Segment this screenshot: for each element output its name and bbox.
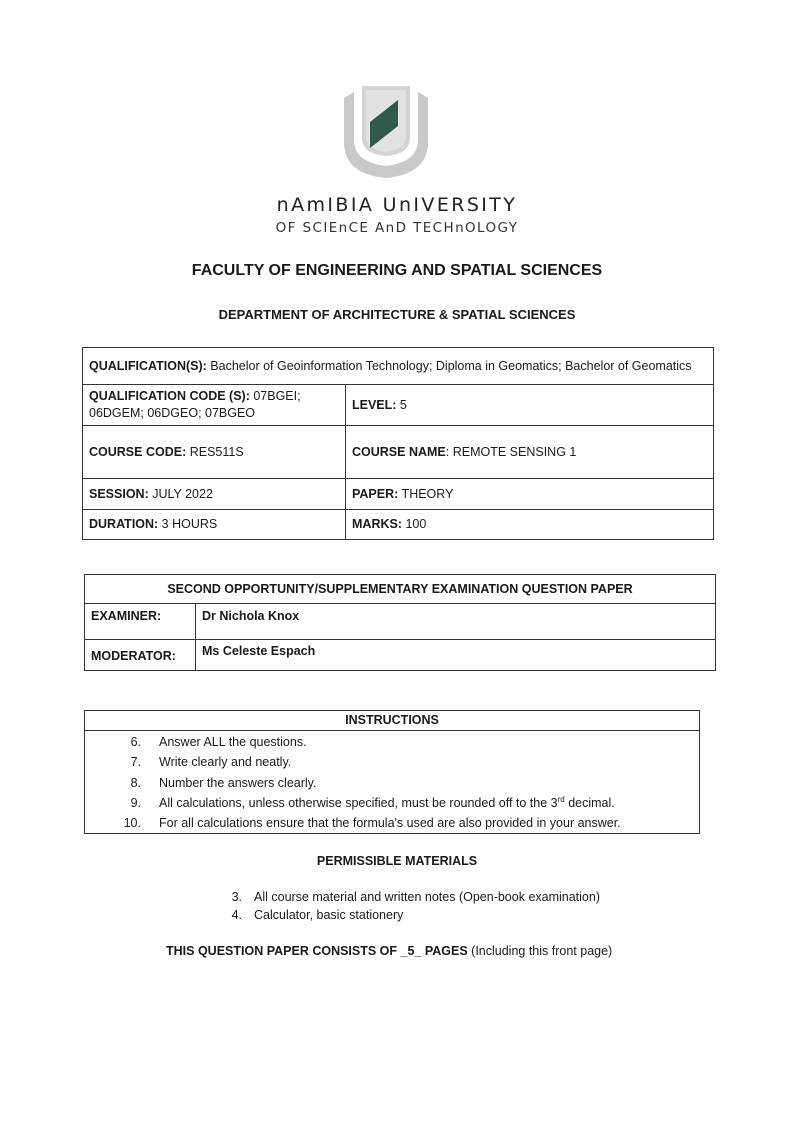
qualification-code-label: QUALIFICATION CODE (S): (89, 389, 250, 403)
session-cell (83, 479, 346, 510)
examiner-name: Dr Nichola Knox (196, 604, 716, 640)
course-details-table (82, 347, 714, 540)
level-cell (346, 385, 714, 426)
instruction-text-main: All calculations, unless otherwise specified, must be rounded off to the 3 (159, 795, 558, 810)
permissible-text: Calculator, basic stationery (254, 908, 404, 922)
paper-value: THEORY (398, 486, 454, 501)
instruction-item (85, 773, 699, 793)
qualification-code-value: 07BGEI; 06DGEM; 06DGEO; 07BGEO (89, 389, 301, 420)
marks-cell (346, 510, 714, 540)
university-shield-icon (340, 78, 432, 180)
session-label: SESSION: (89, 486, 149, 501)
qualification-cell (83, 348, 714, 385)
examination-table (84, 574, 716, 671)
instruction-number: 7. (130, 755, 141, 770)
marks-label: MARKS: (352, 517, 402, 531)
instruction-text: Answer ALL the questions. (159, 735, 307, 749)
university-logo (340, 78, 432, 180)
duration-label: DURATION: (89, 517, 159, 531)
qualification-label: QUALIFICATION(S): (89, 358, 207, 373)
faculty-heading: FACULTY OF ENGINEERING AND SPATIAL SCIENCES (191, 262, 603, 279)
course-code-value: RES511S (186, 444, 244, 459)
page-count-note-text: (Including this front page) (467, 944, 613, 958)
page-count-bold: THIS QUESTION PAPER CONSISTS OF _5_ PAGES (166, 944, 468, 958)
examination-title: SECOND OPPORTUNITY/SUPPLEMENTARY EXAMINATION QUESTION PAPER (85, 575, 716, 604)
permissible-number: 3. (231, 890, 242, 904)
course-name-value: : REMOTE SENSING 1 (445, 444, 577, 459)
marks-value: 100 (402, 517, 427, 531)
course-name-cell (346, 426, 714, 479)
duration-value: 3 HOURS (158, 517, 218, 531)
instruction-text: Write clearly and neatly. (159, 755, 292, 770)
level-value: 5 (396, 397, 407, 412)
moderator-name: Ms Celeste Espach (196, 640, 716, 671)
qualification-code-cell (83, 385, 346, 426)
university-subtitle: OF SCIEnCE AnD TECHnOLOGY (275, 220, 519, 236)
examiner-label: EXAMINER: (85, 604, 196, 640)
instruction-item (85, 813, 699, 833)
paper-cell (346, 479, 714, 510)
permissible-number: 4. (231, 908, 242, 922)
instruction-number: 10. (123, 816, 141, 831)
instructions-box (84, 710, 700, 834)
instruction-item (85, 793, 699, 813)
ordinal-suffix: rd (557, 794, 565, 804)
instruction-number: 9. (130, 795, 141, 810)
paper-label: PAPER: (352, 486, 399, 501)
instruction-text-end: decimal. (564, 795, 615, 810)
department-heading: DEPARTMENT OF ARCHITECTURE & SPATIAL SCIENCES (218, 307, 576, 322)
instructions-list (85, 732, 699, 833)
level-label: LEVEL: (352, 397, 397, 412)
duration-cell (83, 510, 346, 540)
session-value: JULY 2022 (148, 486, 213, 501)
permissible-materials-title: PERMISSIBLE MATERIALS (316, 854, 478, 868)
instruction-text: Number the answers clearly. (159, 775, 317, 790)
instruction-item (85, 752, 699, 772)
instruction-text (159, 793, 615, 813)
course-name-label: COURSE NAME (352, 444, 446, 459)
instruction-text: For all calculations ensure that the formula's used are also provided in your answer. (159, 816, 621, 831)
page-count-note (166, 944, 612, 958)
course-code-label: COURSE CODE: (89, 444, 187, 459)
instruction-item (85, 732, 699, 752)
instructions-title: INSTRUCTIONS (85, 711, 699, 731)
moderator-label: MODERATOR: (85, 640, 196, 671)
permissible-text: All course material and written notes (Open-book examination) (254, 890, 601, 904)
instruction-number: 8. (130, 775, 141, 790)
university-name: nAmIBIA UnIVERSITY (276, 194, 518, 216)
course-code-cell (83, 426, 346, 479)
instruction-number: 6. (130, 735, 141, 749)
qualification-value: Bachelor of Geoinformation Technology; Diploma in Geomatics; Bachelor of Geomatics (206, 358, 692, 373)
